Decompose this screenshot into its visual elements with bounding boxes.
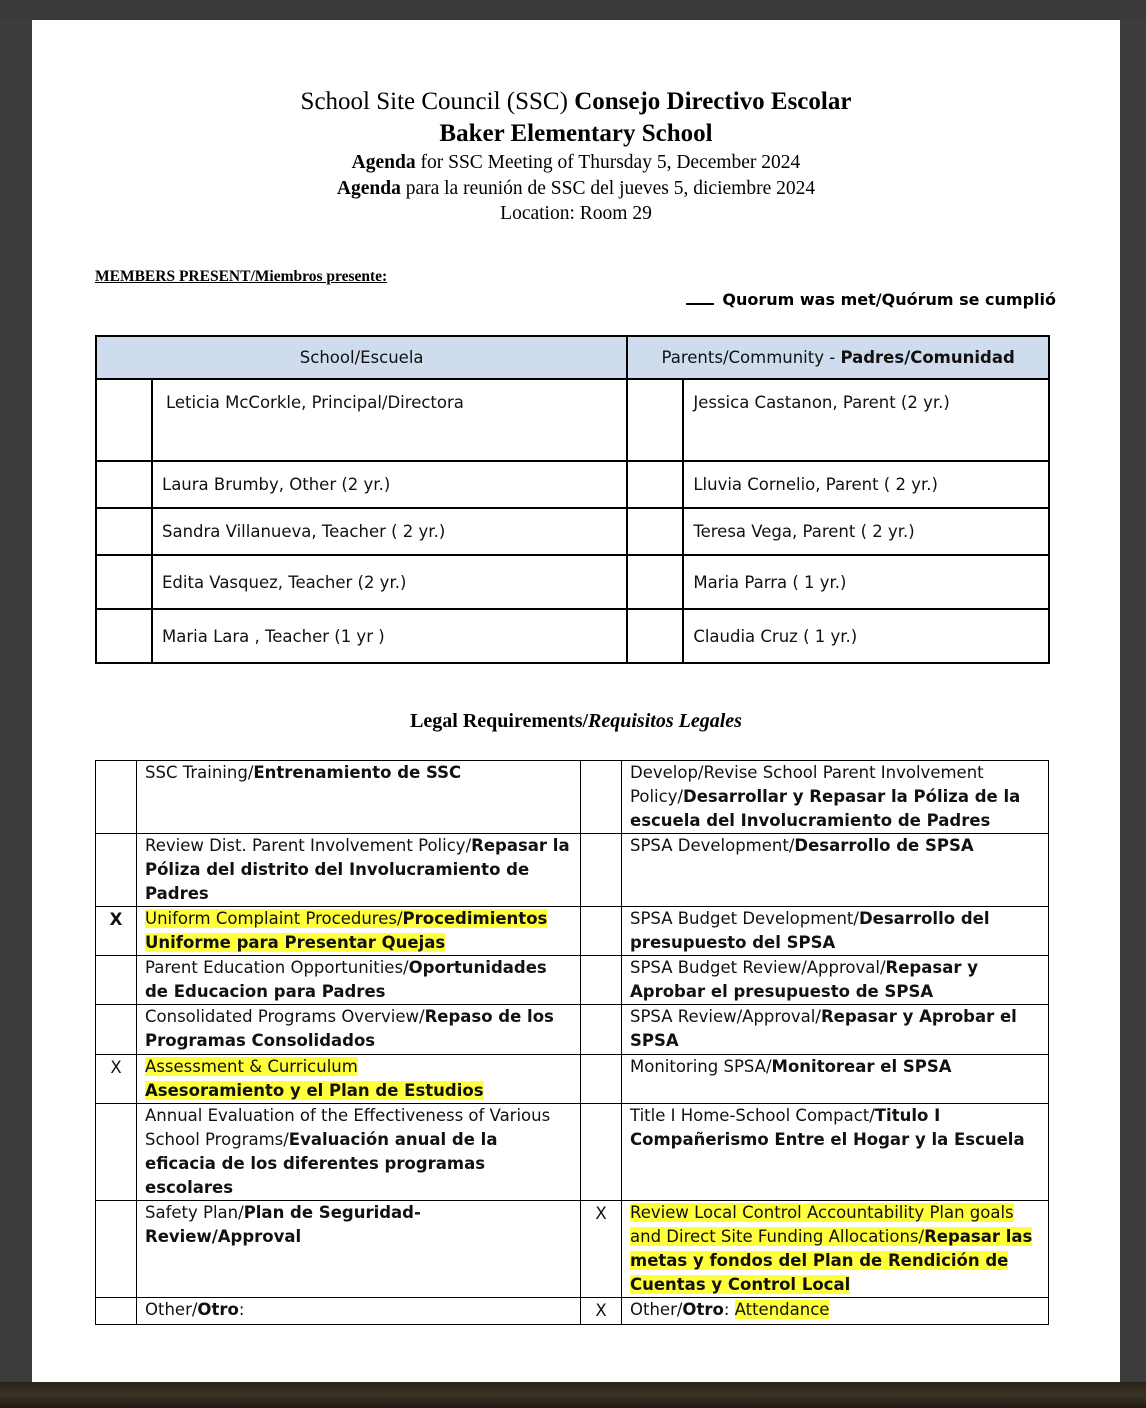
document-header [32,86,1120,227]
member-row [96,609,1049,663]
legal-row [96,1104,1049,1201]
parent-member: Claudia Cruz ( 1 yr.) [683,609,1049,663]
left-requirement: Review Dist. Parent Involvement Policy/Repasar la Póliza del distrito del Involucramiento de Padres [137,834,581,907]
attendance-cell[interactable] [627,461,683,508]
legal-requirements-table [95,760,1049,1325]
parent-member: Teresa Vega, Parent ( 2 yr.) [683,508,1049,555]
parent-member: Maria Parra ( 1 yr.) [683,555,1049,609]
left-requirement: Parent Education Opportunities/Oportunidades de Educacion para Padres [137,956,581,1005]
members-present-label: MEMBERS PRESENT/Miembros presente: [95,268,388,285]
right-requirement: Review Local Control Accountability Plan goals and Direct Site Funding Allocations/Repasar las metas y fondos del Plan de Rendición de Cuentas y Control Local [622,1201,1049,1298]
left-check-mark[interactable] [96,1201,137,1298]
attendance-cell[interactable] [627,379,683,461]
agenda-spanish: Agenda para la reunión de SSC del jueves 5, diciembre 2024 [336,177,816,199]
parent-member: Lluvia Cornelio, Parent ( 2 yr.) [683,461,1049,508]
legal-row [96,1201,1049,1298]
legal-row [96,834,1049,907]
legal-row [96,1055,1049,1104]
right-check-mark[interactable] [581,1104,622,1201]
left-check-mark[interactable] [96,761,137,834]
attendance-cell[interactable] [96,379,152,461]
left-check-mark[interactable] [96,1298,137,1325]
right-check-mark[interactable] [581,1055,622,1104]
left-check-mark[interactable] [96,1104,137,1201]
right-requirement: SPSA Development/Desarrollo de SPSA [622,834,1049,907]
legal-requirements-title: Legal Requirements/Requisitos Legales [410,710,742,732]
quorum-label: Quorum was met/Quórum se cumplió [722,290,1056,309]
left-requirement: Consolidated Programs Overview/Repaso de los Programas Consolidados [137,1005,581,1055]
council-title: School Site Council (SSC) Consejo Directivo Escolar [300,88,852,115]
left-check-mark[interactable] [96,956,137,1005]
right-check-mark[interactable] [581,1005,622,1055]
school-member: Sandra Villanueva, Teacher ( 2 yr.) [152,508,627,555]
quorum-blank [686,295,714,305]
right-check-mark[interactable] [581,834,622,907]
attendance-cell[interactable] [627,609,683,663]
left-check-mark[interactable]: X [96,907,137,956]
legal-row [96,1005,1049,1055]
school-member: Edita Vasquez, Teacher (2 yr.) [152,555,627,609]
left-requirement: Uniform Complaint Procedures/Procedimientos Uniforme para Presentar Quejas [137,907,581,956]
document-page [32,20,1120,1382]
right-check-mark[interactable] [581,907,622,956]
right-requirement: Title I Home-School Compact/Titulo I Compañerismo Entre el Hogar y la Escuela [622,1104,1049,1201]
left-requirement: Annual Evaluation of the Effectiveness of Various School Programs/Evaluación anual de la eficacia de los diferentes programas escolares [137,1104,581,1201]
attendance-cell[interactable] [96,609,152,663]
school-member: Laura Brumby, Other (2 yr.) [152,461,627,508]
left-check-mark[interactable] [96,834,137,907]
quorum-line [686,290,1056,309]
attendance-cell[interactable] [627,555,683,609]
member-row [96,461,1049,508]
left-requirement: SSC Training/Entrenamiento de SSC [137,761,581,834]
legal-row [96,907,1049,956]
members-table [95,335,1050,664]
school-member: Maria Lara , Teacher (1 yr ) [152,609,627,663]
legal-row [96,761,1049,834]
attendance-cell[interactable] [627,508,683,555]
parents-column-header: Parents/Community - Padres/Comunidad [627,336,1049,379]
viewer-bottom-bar [0,1382,1146,1408]
school-member: Leticia McCorkle, Principal/Directora [152,379,627,461]
right-check-mark[interactable] [581,761,622,834]
right-requirement: Monitoring SPSA/Monitorear el SPSA [622,1055,1049,1104]
right-requirement: Develop/Revise School Parent Involvement Policy/Desarrollar y Repasar la Póliza de la escuela del Involucramiento de Padres [622,761,1049,834]
legal-row [96,956,1049,1005]
right-check-mark[interactable] [581,956,622,1005]
right-requirement: SPSA Budget Development/Desarrollo del presupuesto del SPSA [622,907,1049,956]
attendance-cell[interactable] [96,508,152,555]
left-requirement: Assessment & Curriculum Asesoramiento y el Plan de Estudios [137,1055,581,1104]
attendance-highlight: Attendance [734,1300,830,1319]
attendance-cell[interactable] [96,555,152,609]
right-check-mark[interactable]: X [581,1201,622,1298]
attendance-cell[interactable] [96,461,152,508]
meeting-location: Location: Room 29 [500,203,652,224]
right-requirement: SPSA Review/Approval/Repasar y Aprobar el SPSA [622,1005,1049,1055]
left-check-mark[interactable]: X [96,1055,137,1104]
right-requirement: Other/Otro: Attendance [622,1298,1049,1325]
right-check-mark[interactable]: X [581,1298,622,1325]
legal-row [96,1298,1049,1325]
member-row [96,379,1049,461]
school-name: Baker Elementary School [439,120,713,147]
school-column-header: School/Escuela [96,336,627,379]
right-requirement: SPSA Budget Review/Approval/Repasar y Aprobar el presupuesto de SPSA [622,956,1049,1005]
members-header-row [96,336,1049,379]
member-row [96,555,1049,609]
left-check-mark[interactable] [96,1005,137,1055]
left-requirement: Safety Plan/Plan de Seguridad-Review/Approval [137,1201,581,1298]
parent-member: Jessica Castanon, Parent (2 yr.) [683,379,1049,461]
left-requirement: Other/Otro: [137,1298,581,1325]
member-row [96,508,1049,555]
viewer-top-bar [0,0,1146,20]
agenda-english: Agenda for SSC Meeting of Thursday 5, December 2024 [351,152,801,173]
